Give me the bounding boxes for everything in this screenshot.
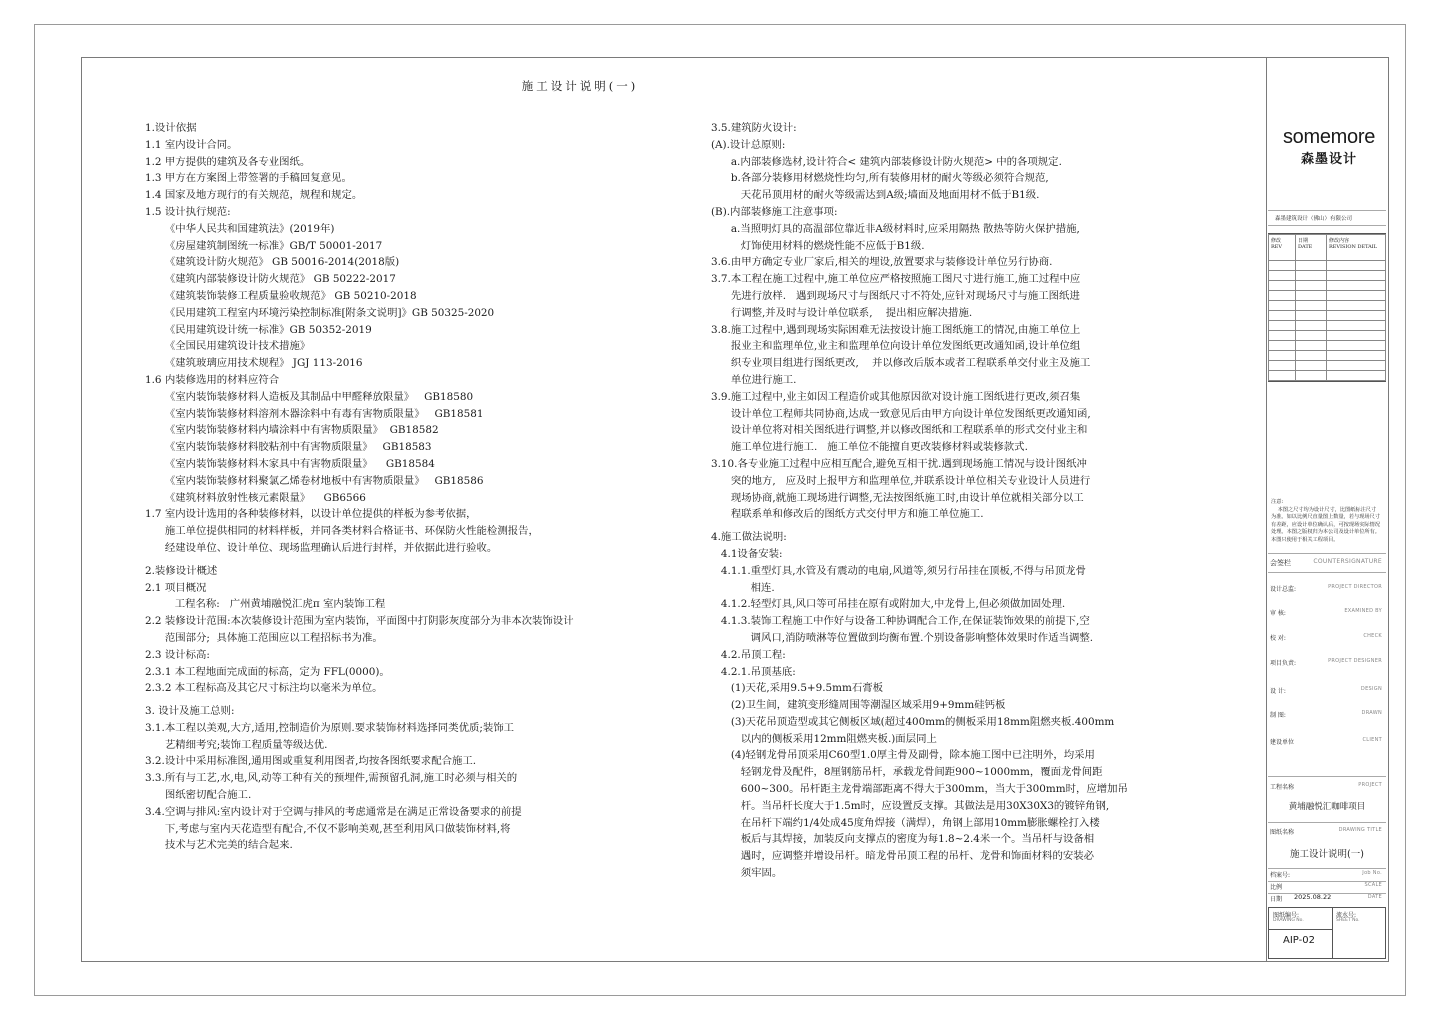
text-line: 2.3 设计标高: <box>145 648 210 661</box>
text-line: 3.6.由甲方确定专业厂家后,相关的埋设,放置要求与装修设计单位另行协商. <box>711 256 1053 269</box>
text-line: 艺精细考究;装饰工程质量等级达优. <box>145 738 328 751</box>
text-line: a.内部装修选材,设计符合< 建筑内部装修设计防火规范> 中的各项规定. <box>711 155 1062 168</box>
text-line: 4.1.2.轻型灯具,风口等可吊挂在原有或附加大,中龙骨上,但必须做加固处理. <box>711 598 1066 611</box>
signature-role: 建设单位 <box>1270 739 1295 746</box>
countersign-header: 会签栏 COUNTERSIGNATURE <box>1270 558 1382 567</box>
text-line: 《民用建筑设计统一标准》GB 50352-2019 <box>145 323 372 336</box>
text-line: 4.2.1.吊顶基底: <box>711 665 796 678</box>
text-line: 现场协商,就施工现场进行调整,无法按图纸施工时,由设计单位就相关部分以工 <box>711 491 1084 504</box>
signature-role-en: PROJECT DIRECTOR <box>1328 584 1382 590</box>
rev-header-detail: 修改内容 REVISION DETAIL <box>1327 235 1386 261</box>
text-line: (4)轻钢龙骨吊顶采用C60型1.0厚主骨及副骨，除本施工图中已注明外，均采用 <box>711 749 1095 762</box>
text-line: 先进行放样. 遇到现场尺寸与图纸尺寸不符处,应针对现场尺寸与施工图纸进 <box>711 289 1080 302</box>
signature-role: 审 核: <box>1270 610 1286 617</box>
text-line: 3.7.本工程在施工过程中,施工单位应严格按照施工图尺寸进行施工,施工过程中应 <box>711 273 1081 286</box>
drawing-no-label-en: DRAWING No. <box>1273 918 1304 923</box>
page-title: 施工设计说明(一) <box>521 79 639 93</box>
text-line: 1.1 室内设计合同。 <box>145 138 238 151</box>
text-line: 1.设计依据 <box>145 122 197 134</box>
signature-row <box>1268 684 1386 700</box>
sheet-no-label: 流水号: <box>1336 912 1357 919</box>
text-line: 2.2 装修设计范围:本次装修设计范围为室内装饰，平面图中打阴影灰度部分为非本次装饰设计 <box>145 615 574 628</box>
text-line: 天花吊顶用材的耐火等级需达到A级;墙面及地面用材不低于B1级. <box>711 189 1040 202</box>
drawing-no-label: 图纸编号: <box>1273 912 1300 919</box>
text-line: 在吊杆下端约1/4处成45度角焊接（满焊），角钢上部用10mm膨胀螺栓打入楼 <box>711 816 1100 829</box>
text-line: 4.1.3.装饰工程施工中作好与设备工种协调配合工作,在保证装饰效果的前提下,空 <box>711 615 1090 628</box>
text-line: 4.施工做法说明: <box>711 531 787 544</box>
text-line: 《中华人民共和国建筑法》(2019年) <box>145 222 335 235</box>
text-line: 灯饰使用材料的燃烧性能不应低于B1级. <box>711 239 925 252</box>
date-row: 日期 2025.08.22 DATE <box>1270 893 1382 903</box>
divider <box>1268 776 1386 777</box>
project-name: 黄埔融悦汇咖啡项目 <box>1288 802 1366 812</box>
text-line: 《室内装饰装修材料聚氯乙烯卷材地板中有害物质限量》 GB18586 <box>145 474 484 487</box>
text-line: (A).设计总原则: <box>711 138 786 151</box>
text-line: 3.4.空调与排风:室内设计对于空调与排风的考虑通常是在满足正常设备要求的前提 <box>145 805 522 818</box>
text-line: 经建设单位、设计单位、现场监理确认后进行封样，并依据此进行验收。 <box>145 541 498 554</box>
text-line: 600~300。吊杆距主龙骨端部距离不得大于300mm，当大于300mm时，应增加吊 <box>711 783 1128 796</box>
text-line: 施工单位进行施工. 施工单位不能擅自更改装修材料或装修款式. <box>711 441 1028 454</box>
right-text-column <box>711 120 1128 882</box>
text-line: 相连. <box>711 581 775 594</box>
signature-role-en: CHECK <box>1363 633 1382 639</box>
signature-role-en: CLIENT <box>1362 737 1382 743</box>
text-line: 织专业项目组进行图纸更改, 并以修改后版本或者工程联系单交付业主及施工 <box>711 357 1091 370</box>
signature-role: 校 对: <box>1270 635 1286 642</box>
project-label: 工程名称 PROJECT <box>1270 782 1382 791</box>
revision-table <box>1268 233 1386 382</box>
signature-role: 设计总监: <box>1270 586 1297 593</box>
signature-role: 设 计: <box>1270 688 1286 695</box>
divider <box>1268 572 1386 573</box>
signature-role-en: DESIGN <box>1360 686 1382 692</box>
text-line: 《建筑装饰装修工程质量验收规范》 GB 50210-2018 <box>145 289 417 302</box>
text-line: 工程名称: 广州黄埔融悦汇虎π 室内装饰工程 <box>145 598 386 611</box>
text-line: 下,考虑与室内天花造型有配合,不仅不影响美观,甚至利用风口做装饰材料,将 <box>145 822 511 835</box>
rev-header-date: 日期 DATE <box>1296 235 1327 261</box>
text-line: 范围部分; 具体施工范围应以工程招标书为准。 <box>145 631 383 644</box>
divider <box>1268 225 1386 226</box>
drawing-notes: 注意: 本图之尺寸均为设计尺寸，比图纸标注尺寸 为准。如以比例尺直量图上数量，若与现场尺寸 有差距，应设计单位确认后，可按现场实际情况 处理。本图之版权归为本公司及设计单位所有。 本图只使用于相关工程项目。 <box>1271 499 1380 543</box>
left-text-column <box>145 120 574 854</box>
company-logo-chinese: 森墨设计 <box>1300 152 1357 167</box>
text-line: 1.5 设计执行规范: <box>145 205 231 218</box>
signature-row <box>1268 656 1386 672</box>
text-line: 2.1 项目概况 <box>145 581 207 594</box>
company-logo-text: somemore <box>1282 126 1376 148</box>
text-line: 3.5.建筑防火设计: <box>711 122 797 134</box>
date-value: 2025.08.22 <box>1294 893 1332 901</box>
signature-row <box>1268 708 1386 724</box>
text-line: 行调整,并及时与设计单位联系, 提出相应解决措施. <box>711 306 973 319</box>
text-line: 1.7 室内设计选用的各种装修材料，以设计单位提供的样板为参考依据， <box>145 508 477 521</box>
text-line: 1.4 国家及地方现行的有关规范，规程和规定。 <box>145 189 363 202</box>
text-line: 《室内装饰装修材料内墙涂料中有害物质限量》 GB18582 <box>145 424 439 437</box>
signature-role-en: DRAWN <box>1361 710 1382 716</box>
signature-row <box>1268 582 1386 598</box>
drawing-title: 施工设计说明(一) <box>1290 849 1364 860</box>
text-line: 突的地方, 应及时上报甲方和监理单位,并联系设计单位相关专业设计人员进行 <box>711 474 1091 487</box>
sheet-no-label-en: SHEET No. <box>1336 918 1360 923</box>
text-line: 单位进行施工. <box>711 373 797 386</box>
text-line: a.当照明灯具的高温部位靠近非A级材料时,应采用隔热 散热等防火保护措施, <box>711 222 1080 235</box>
scale-row: 比例 SCALE <box>1270 882 1382 891</box>
text-line: 3. 设计及施工总则: <box>145 705 235 718</box>
text-line: 板后与其焊接，加装反向支撑点的密度为每1.8~2.4米一个。当吊杆与设备相 <box>711 833 1095 846</box>
text-line: 3.8.施工过程中,遇到现场实际困难无法按设计施工图纸施工的情况,由施工单位上 <box>711 323 1081 336</box>
text-line: 轻钢龙骨及配件，8厘钢筋吊杆，承载龙骨间距900~1000mm，覆面龙骨间距 <box>711 766 1103 779</box>
text-line: 报业主和监理单位,业主和监理单位向设计单位发图纸更改通知函,设计单位组 <box>711 340 1081 353</box>
text-line: 《房屋建筑制图统一标准》GB/T 50001-2017 <box>145 239 383 252</box>
text-line: 程联系单和修改后的图纸方式交付甲方和施工单位施工. <box>711 508 984 521</box>
text-line: 《室内装饰装修材料木家具中有害物质限量》 GB18584 <box>145 457 435 470</box>
signature-row <box>1268 631 1386 647</box>
divider <box>1268 210 1386 211</box>
divider <box>1268 822 1386 823</box>
text-line: 《全国民用建筑设计技术措施》 <box>145 340 311 353</box>
text-line: 1.2 甲方提供的建筑及各专业图纸。 <box>145 155 311 168</box>
text-line: (3)天花吊顶造型或其它侧板区域(超过400mm的侧板采用18mm阻燃夹板.400mm <box>711 715 1115 728</box>
text-line: 4.1设备安装: <box>711 547 783 560</box>
text-line: 3.2.设计中采用标准图,通用图或重复利用图者,均按各图纸要求配合施工. <box>145 755 477 768</box>
text-line: 3.10.各专业施工过程中应相互配合,避免互相干扰.遇到现场施工情况与设计图纸冲 <box>711 457 1087 470</box>
text-line: 《建筑内部装修设计防火规范》 GB 50222-2017 <box>145 273 396 286</box>
drawing-title-label: 图纸名称 DRAWING TITLE <box>1270 827 1382 836</box>
text-line: 《建筑设计防火规范》 GB 50016-2014(2018版) <box>145 256 400 269</box>
text-line: 1.3 甲方在方案图上带签署的手稿回复意见。 <box>145 172 352 185</box>
text-line: 3.9.施工过程中,业主如因工程造价或其他原因欲对设计施工图纸进行更改,须召集 <box>711 390 1081 403</box>
text-line: 技术与艺术完美的结合起来. <box>145 839 293 852</box>
text-line: 施工单位提供相同的材料样板，并同各类材料合格证书、环保防火性能检测报告， <box>145 525 539 538</box>
text-line: 2.3.2 本工程标高及其它尺寸标注均以毫米为单位。 <box>145 682 383 695</box>
text-line: 以内的侧板采用12mm阻燃夹板.)面层同上 <box>711 732 937 745</box>
signature-row <box>1268 606 1386 622</box>
text-line: 设计单位将对相关图纸进行调整,并以修改图纸和工程联系单的形式交付业主和 <box>711 424 1088 437</box>
text-line: 《室内装饰装修材料溶剂木器涂料中有毒有害物质限量》 GB18581 <box>145 407 484 420</box>
text-line: 须牢固。 <box>711 867 783 880</box>
text-line: 遇时，应调整并增设吊杆。暗龙骨吊顶工程的吊杆、龙骨和饰面材料的安装必 <box>711 850 1095 863</box>
text-line: (B).内部装修施工注意事项: <box>711 205 838 218</box>
signature-role-en: PROJECT DESIGNER <box>1328 658 1382 664</box>
text-line: (2)卫生间，建筑变形缝周围等潮湿区域采用9+9mm硅钙板 <box>711 699 1006 712</box>
text-line: 《室内装饰装修材料胶粘剂中有害物质限量》 GB18583 <box>145 441 432 454</box>
text-line: 2.3.1 本工程地面完成面的标高，定为 FFL(0000)。 <box>145 665 390 678</box>
signature-role-en: EXAMINED BY <box>1344 608 1382 614</box>
text-line: 1.6 内装修选用的材料应符合 <box>145 373 280 386</box>
text-line: 《建筑玻璃应用技术规程》 JGJ 113-2016 <box>145 357 363 370</box>
divider <box>1268 553 1386 554</box>
text-line: 3.3.所有与工艺,水,电,风,动等工种有关的预埋件,需预留孔洞,施工时必须与相关的 <box>145 772 518 785</box>
signature-row <box>1268 735 1386 751</box>
drawing-no: AIP-02 <box>1283 935 1315 946</box>
text-line: b.各部分装修用材燃烧性均匀,所有装修用材的耐火等级必须符合规范, <box>711 172 1049 185</box>
rev-header-rev: 修改 REV <box>1269 235 1296 261</box>
drawing-number-box <box>1268 907 1386 959</box>
text-line: 2.装修设计概述 <box>145 564 218 577</box>
text-line: 4.2.吊顶工程: <box>711 648 786 661</box>
text-line: 图纸密切配合施工. <box>145 789 252 802</box>
text-line: 杆。当吊杆长度大于1.5m时，应设置反支撑。其做法是用30X30X3的镀锌角钢, <box>711 799 1110 812</box>
text-line: 《建筑材料放射性核元素限量》 GB6566 <box>145 491 366 504</box>
text-line: 3.1.本工程以美观,大方,适用,控制造价为原则.要求装饰材料选择同类优质;装饰工 <box>145 721 515 734</box>
archive-row: 档案号: Job No. <box>1270 870 1382 879</box>
text-line: 调风口,消防喷淋等位置做到均衡布置.个别设备影响整体效果时作适当调整. <box>711 631 1094 644</box>
text-line: 《民用建筑工程室内环境污染控制标准[附条文说明]》GB 50325-2020 <box>145 306 495 319</box>
company-name: 森墨建筑设计（佛山）有限公司 <box>1275 216 1353 222</box>
text-line: 4.1.1.重型灯具,水管及有震动的电扇,风道等,须另行吊挂在顶板,不得与吊顶龙骨 <box>711 564 1086 577</box>
text-line: 《室内装饰装修材料人造板及其制品中甲醛释放限量》 GB18580 <box>145 390 474 403</box>
signature-role: 制 图: <box>1270 712 1286 719</box>
text-line: 设计单位工程师共同协商,达成一致意见后由甲方向设计单位发图纸更改通知函, <box>711 407 1091 420</box>
text-line: (1)天花,采用9.5+9.5mm石膏板 <box>711 682 884 695</box>
signature-role: 项目负责: <box>1270 660 1297 667</box>
